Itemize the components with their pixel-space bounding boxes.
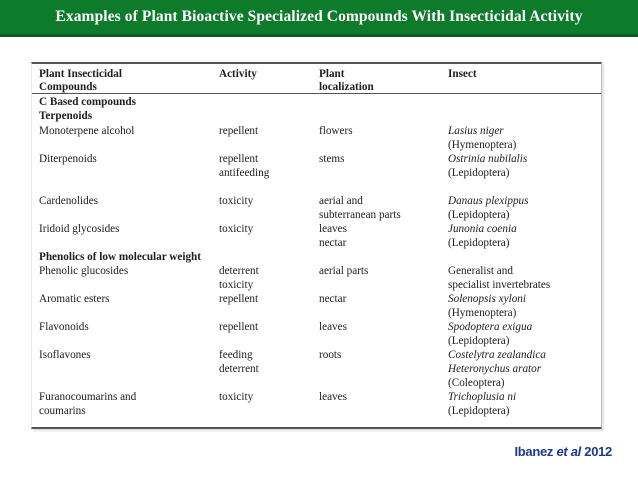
- header-divider: [32, 93, 601, 94]
- row-insect-order: (Lepidoptera): [448, 209, 510, 221]
- row-localization: stems: [319, 153, 345, 165]
- row-localization: flowers: [319, 125, 353, 137]
- row-insect: specialist invertebrates: [448, 279, 551, 291]
- row-localization: leaves: [319, 223, 347, 235]
- citation: [514, 444, 612, 459]
- row-insect-order: (Lepidoptera): [448, 335, 510, 347]
- row-insect-species: Junonia coenia: [448, 223, 517, 235]
- slide-title: Examples of Plant Bioactive Specialized Compounds With Insecticidal Activity: [55, 8, 583, 25]
- row-activity: repellent: [219, 125, 259, 137]
- row-localization: leaves: [319, 321, 347, 333]
- row-compound: Aromatic esters: [39, 293, 110, 305]
- citation-author: Ibanez: [514, 444, 554, 459]
- row-activity: toxicity: [219, 279, 254, 291]
- row-insect-order: (Hymenoptera): [448, 139, 517, 151]
- header-activity: Activity: [219, 68, 257, 80]
- row-compound: Phenolic glucosides: [39, 265, 129, 277]
- row-insect-order: (Lepidoptera): [448, 167, 510, 179]
- citation-etal: et al: [556, 444, 581, 459]
- row-compound: coumarins: [39, 405, 86, 417]
- row-compound: Monoterpene alcohol: [39, 125, 135, 137]
- row-activity: repellent: [219, 153, 259, 165]
- row-insect-species: Trichoplusia ni: [448, 391, 517, 403]
- row-compound: Diterpenoids: [39, 153, 97, 165]
- row-compound: Isoflavones: [39, 349, 91, 361]
- row-activity: feeding: [219, 349, 253, 361]
- row-activity: repellent: [219, 321, 259, 333]
- row-compound: Iridoid glycosides: [39, 223, 120, 235]
- row-activity: toxicity: [219, 195, 254, 207]
- header-localization-line2: localization: [319, 81, 374, 93]
- subsection-terpenoids: Terpenoids: [39, 110, 93, 122]
- row-localization: leaves: [319, 391, 347, 403]
- row-insect-species: Costelytra zealandica: [448, 349, 546, 361]
- row-localization: aerial and: [319, 195, 363, 207]
- row-compound: Furanocoumarins and: [39, 391, 137, 403]
- row-insect-species: Spodoptera exigua: [448, 321, 533, 333]
- header-insect: Insect: [448, 68, 477, 80]
- row-localization: aerial parts: [319, 265, 369, 277]
- row-localization: nectar: [319, 237, 347, 249]
- row-activity: antifeeding: [219, 167, 270, 179]
- section-c-based: C Based compounds: [39, 96, 136, 108]
- row-localization: nectar: [319, 293, 347, 305]
- citation-year: 2012: [584, 444, 612, 459]
- title-bar: [0, 0, 638, 37]
- row-activity: deterrent: [219, 265, 259, 277]
- row-insect-species: Solenopsis xyloni: [448, 293, 526, 305]
- row-insect: Generalist and: [448, 265, 513, 277]
- row-compound: Flavonoids: [39, 321, 89, 333]
- row-activity: deterrent: [219, 363, 259, 375]
- row-insect-species: Danaus plexippus: [448, 195, 529, 207]
- row-localization: roots: [319, 349, 342, 361]
- row-activity: toxicity: [219, 223, 254, 235]
- header-compounds-line2: Compounds: [39, 81, 97, 93]
- row-insect-order: (Lepidoptera): [448, 237, 510, 249]
- row-insect-order: (Hymenoptera): [448, 307, 517, 319]
- section-phenolics: Phenolics of low molecular weight: [39, 251, 201, 263]
- row-insect-order: (Lepidoptera): [448, 405, 510, 417]
- row-insect-species: Lasius niger: [448, 125, 504, 137]
- row-compound: Cardenolides: [39, 195, 99, 207]
- row-localization: subterranean parts: [319, 209, 401, 221]
- row-insect-species: Ostrinia nubilalis: [448, 153, 528, 165]
- header-compounds-line1: Plant Insecticidal: [39, 68, 122, 80]
- row-activity: repellent: [219, 293, 259, 305]
- header-localization-line1: Plant: [319, 68, 345, 80]
- row-activity: toxicity: [219, 391, 254, 403]
- row-insect-order: (Coleoptera): [448, 377, 505, 389]
- insecticidal-compounds-table: [31, 62, 602, 429]
- row-insect-species: Heteronychus arator: [448, 363, 542, 375]
